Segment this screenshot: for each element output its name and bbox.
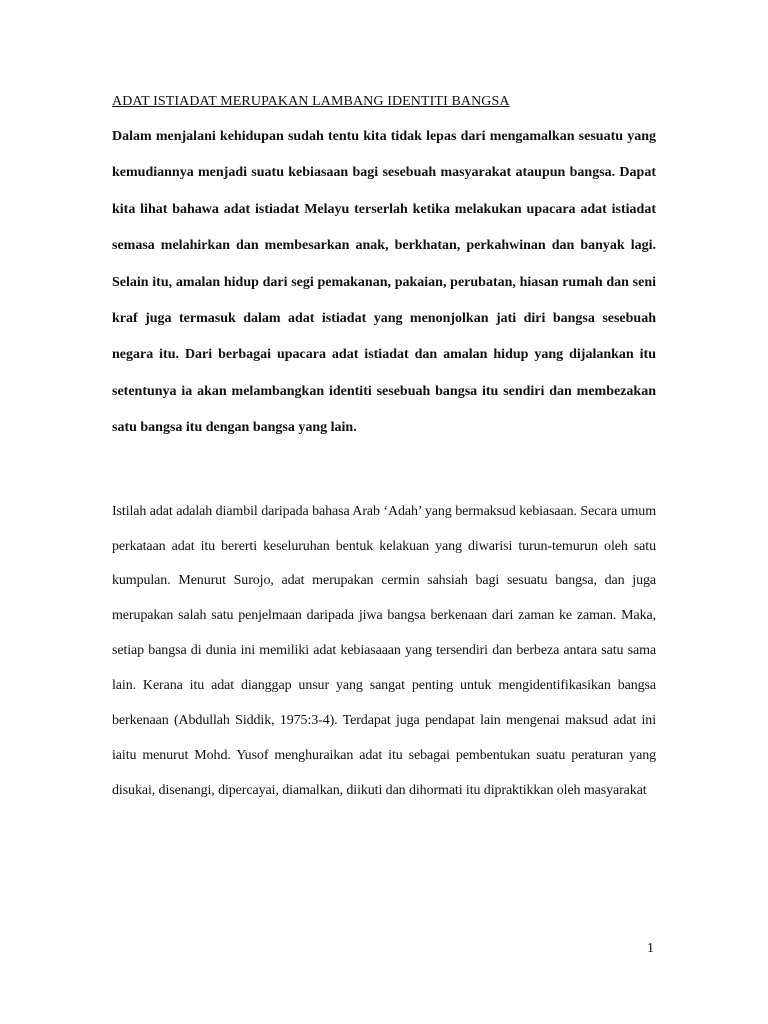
document-title: ADAT ISTIADAT MERUPAKAN LAMBANG IDENTITI BANGSA xyxy=(112,94,510,109)
page-number: 1 xyxy=(647,941,654,956)
document-page xyxy=(112,92,656,809)
intro-paragraph: Dalam menjalani kehidupan sudah tentu kita tidak lepas dari mengamalkan sesuatu yang kemudiannya menjadi suatu kebiasaan bagi sesebuah masyarakat ataupun bangsa. Dapat kita lihat bahawa adat istiadat Melayu terserlah ketika melakukan upacara adat istiadat semasa melahirkan dan membesarkan anak, berkhatan, perkahwinan dan banyak lagi. Selain itu, amalan hidup dari segi pemakanan, pakaian, perubatan, hiasan rumah dan seni kraf juga termasuk dalam adat istiadat yang menonjolkan jati diri bangsa sesebuah negara itu. Dari berbagai upacara adat istiadat dan amalan hidup yang dijalankan itu setentunya ia akan melambangkan identiti sesebuah bangsa itu sendiri dan membezakan satu bangsa itu dengan bangsa yang lain. xyxy=(112,129,656,436)
body-paragraph: Istilah adat adalah diambil daripada bahasa Arab ‘Adah’ yang bermaksud kebiasaan. Secara umum perkataan adat itu bererti keseluruhan bentuk kelakuan yang diwarisi turun-temurun oleh satu kumpulan. Menurut Surojo, adat merupakan cermin sahsiah bagi sesuatu bangsa, dan juga merupakan salah satu penjelmaan daripada jiwa bangsa berkenaan dari zaman ke zaman. Maka, setiap bangsa di dunia ini memiliki adat kebiasaaan yang tersendiri dan berbeza antara satu sama lain. Kerana itu adat dianggap unsur yang sangat penting untuk mengidentifikasikan bangsa berkenaan (Abdullah Siddik, 1975:3-4). Terdapat juga pendapat lain mengenai maksud adat ini iaitu menurut Mohd. Yusof menghuraikan adat itu sebagai pembentukan suatu peraturan yang disukai, disenangi, dipercayai, diamalkan, diikuti dan dihormati itu dipraktikkan oleh masyarakat xyxy=(112,503,656,798)
